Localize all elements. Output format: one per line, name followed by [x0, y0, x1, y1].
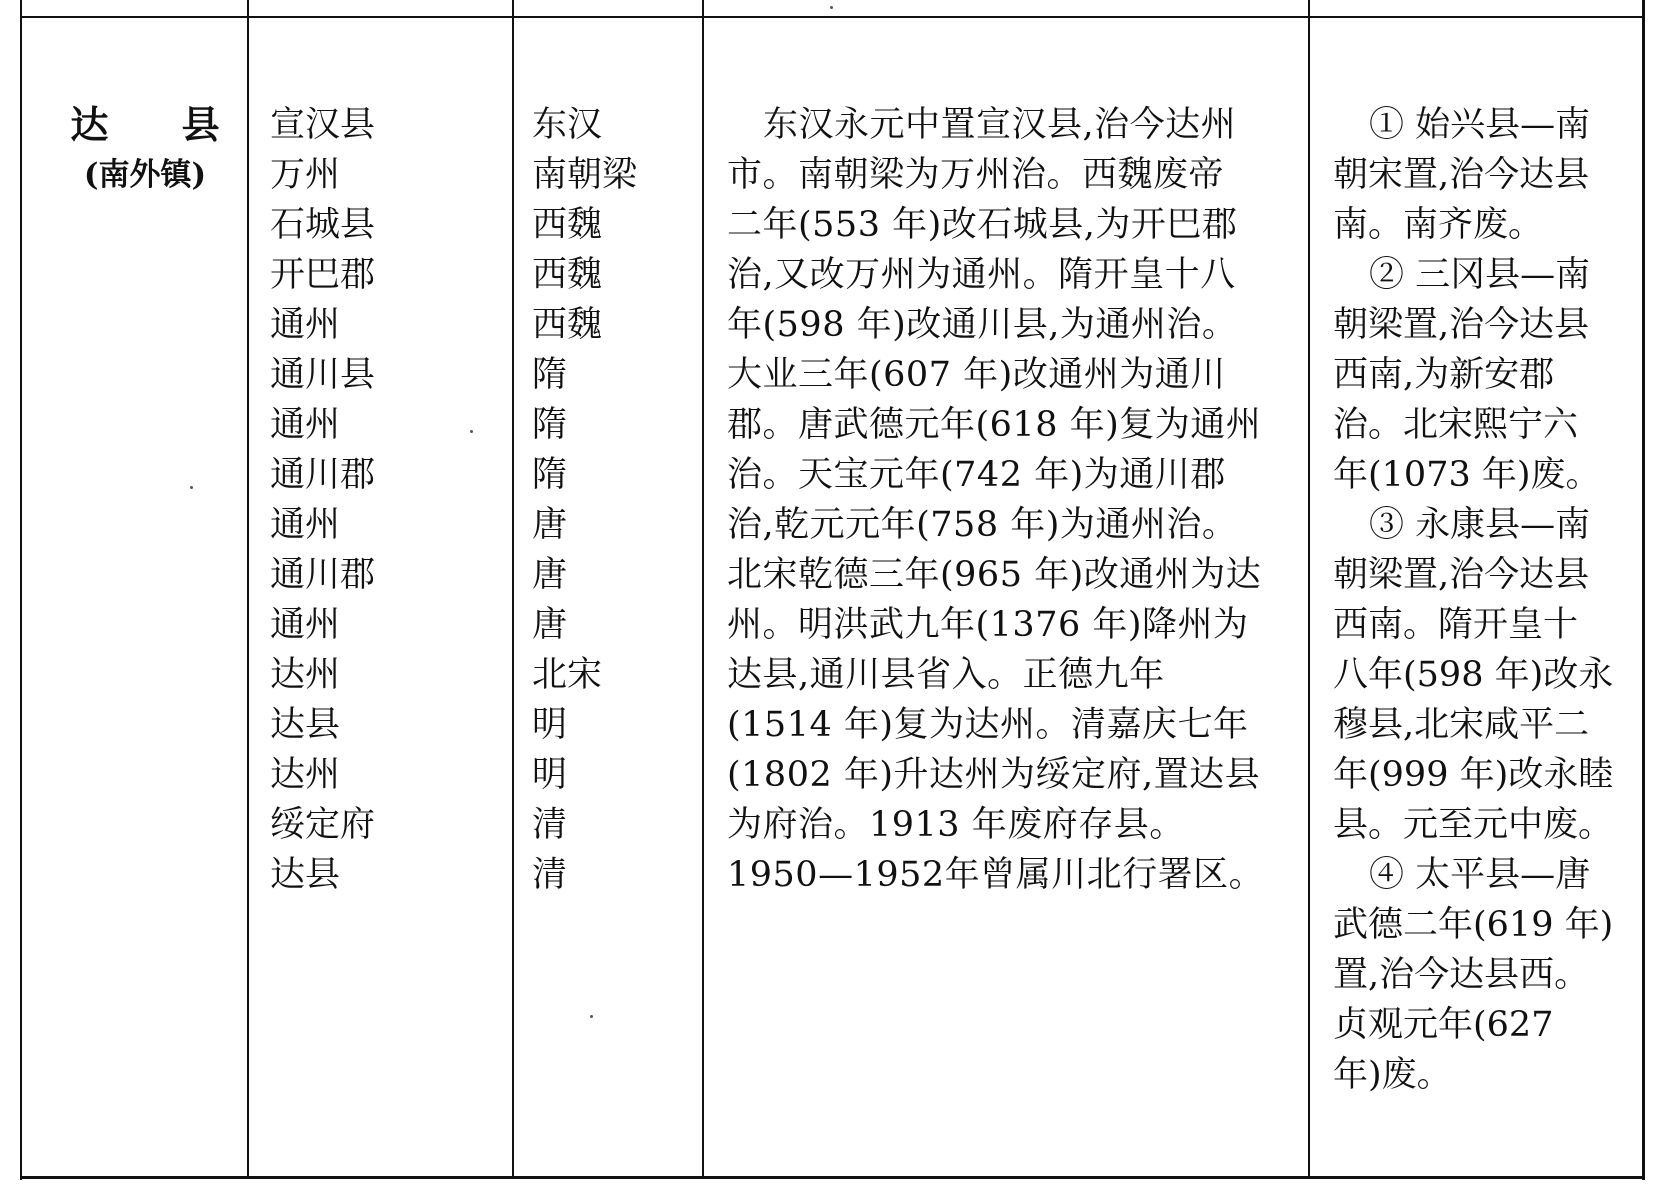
description-line: 市。南朝梁为万州治。西魏废帝: [727, 155, 1225, 195]
note-line: 穆县,北宋咸平二: [1333, 705, 1590, 745]
note-line: 武德二年(619 年): [1333, 905, 1614, 945]
dynasty: 唐: [532, 605, 568, 645]
dynasty: 明: [532, 755, 568, 795]
description-line: 郡。唐武德元年(618 年)复为通州: [727, 405, 1262, 445]
note-line: 贞观元年(627: [1333, 1005, 1554, 1045]
dynasty: 清: [532, 805, 568, 845]
note-line: 置,治今达县西。: [1333, 955, 1590, 995]
historical-name: 开巴郡: [270, 255, 376, 295]
historical-name: 通州: [270, 405, 341, 445]
dynasty-column: [532, 100, 637, 900]
note-line: 年(1073 年)废。: [1333, 455, 1601, 495]
dynasty: 西魏: [532, 205, 603, 245]
dynasty: 南朝梁: [532, 155, 638, 195]
column-divider: [702, 0, 704, 1178]
dynasty: 唐: [532, 555, 568, 595]
historical-name: 达县: [270, 705, 341, 745]
dynasty: 隋: [532, 455, 568, 495]
county-name: 达 县: [70, 102, 250, 147]
historical-name: 万州: [270, 155, 341, 195]
historical-name: 通州: [270, 505, 341, 545]
scan-speck: [470, 430, 473, 433]
description-line: 治,乾元元年(758 年)为通州治。: [727, 505, 1238, 545]
description-line: 1950—1952年曾属川北行署区。: [727, 855, 1265, 895]
historical-name: 通州: [270, 605, 341, 645]
description-line: 二年(553 年)改石城县,为开巴郡: [727, 205, 1238, 245]
scan-speck: [590, 1015, 593, 1018]
historical-name: 宣汉县: [270, 105, 376, 145]
note-line: ① 始兴县—南: [1369, 105, 1591, 145]
description-line: 治,又改万州为通州。隋开皇十八: [727, 255, 1236, 295]
note-line: 南。南齐废。: [1333, 205, 1544, 245]
description-line: 治。天宝元年(742 年)为通川郡: [727, 455, 1226, 495]
note-line: ③ 永康县—南: [1369, 505, 1591, 545]
county-seat: (南外镇): [83, 157, 207, 193]
note-line: 西南。隋开皇十: [1333, 605, 1579, 645]
description-line: (1514 年)复为达州。清嘉庆七年: [727, 705, 1249, 745]
historical-names-column: [270, 100, 375, 900]
table-right-border: [1642, 0, 1645, 1180]
note-line: ② 三冈县—南: [1369, 255, 1591, 295]
table-left-border: [20, 0, 22, 1180]
table-bottom-border: [20, 1176, 1645, 1179]
dynasty: 隋: [532, 405, 568, 445]
description-line: (1802 年)升达州为绥定府,置达县: [727, 755, 1261, 795]
dynasty: 清: [532, 855, 568, 895]
notes-column: [1333, 100, 1633, 1100]
note-line: 八年(598 年)改永: [1333, 655, 1614, 695]
table-top-border: [20, 16, 1645, 18]
column-divider: [512, 0, 514, 1178]
dynasty: 东汉: [532, 105, 603, 145]
description-line: 大业三年(607 年)改通州为通川: [727, 355, 1226, 395]
description-line: 州。明洪武九年(1376 年)降州为: [727, 605, 1249, 645]
historical-name: 达州: [270, 755, 341, 795]
column-divider: [1308, 0, 1310, 1178]
description-line: 东汉永元中置宣汉县,治今达州: [763, 105, 1237, 145]
historical-name: 石城县: [270, 205, 376, 245]
dynasty: 北宋: [532, 655, 603, 695]
historical-name: 达州: [270, 655, 341, 695]
scan-speck: [190, 486, 193, 489]
dynasty: 西魏: [532, 255, 603, 295]
historical-name: 通川郡: [270, 455, 376, 495]
note-line: 年(999 年)改永睦: [1333, 755, 1614, 795]
note-line: 朝梁置,治今达县: [1333, 305, 1590, 345]
note-line: 朝宋置,治今达县: [1333, 155, 1590, 195]
description-line: 达县,通川县省入。正德九年: [727, 655, 1165, 695]
historical-name: 通州: [270, 305, 341, 345]
description-line: 年(598 年)改通川县,为通州治。: [727, 305, 1238, 345]
description-column: [727, 100, 1287, 900]
note-line: 西南,为新安郡: [1333, 355, 1555, 395]
description-line: 北宋乾德三年(965 年)改通州为达: [727, 555, 1262, 595]
dynasty: 唐: [532, 505, 568, 545]
note-line: 县。元至元中废。: [1333, 805, 1614, 845]
dynasty: 西魏: [532, 305, 603, 345]
county-cell: [40, 100, 250, 196]
historical-name: 通川县: [270, 355, 376, 395]
note-line: 年)废。: [1333, 1055, 1452, 1095]
scan-speck: [830, 6, 833, 9]
dynasty: 隋: [532, 355, 568, 395]
note-line: 朝梁置,治今达县: [1333, 555, 1590, 595]
note-line: 治。北宋熙宁六: [1333, 405, 1579, 445]
dynasty: 明: [532, 705, 568, 745]
historical-name: 通川郡: [270, 555, 376, 595]
historical-name: 达县: [270, 855, 341, 895]
historical-name: 绥定府: [270, 805, 376, 845]
note-line: ④ 太平县—唐: [1369, 855, 1591, 895]
description-line: 为府治。1913 年废府存县。: [727, 805, 1185, 845]
